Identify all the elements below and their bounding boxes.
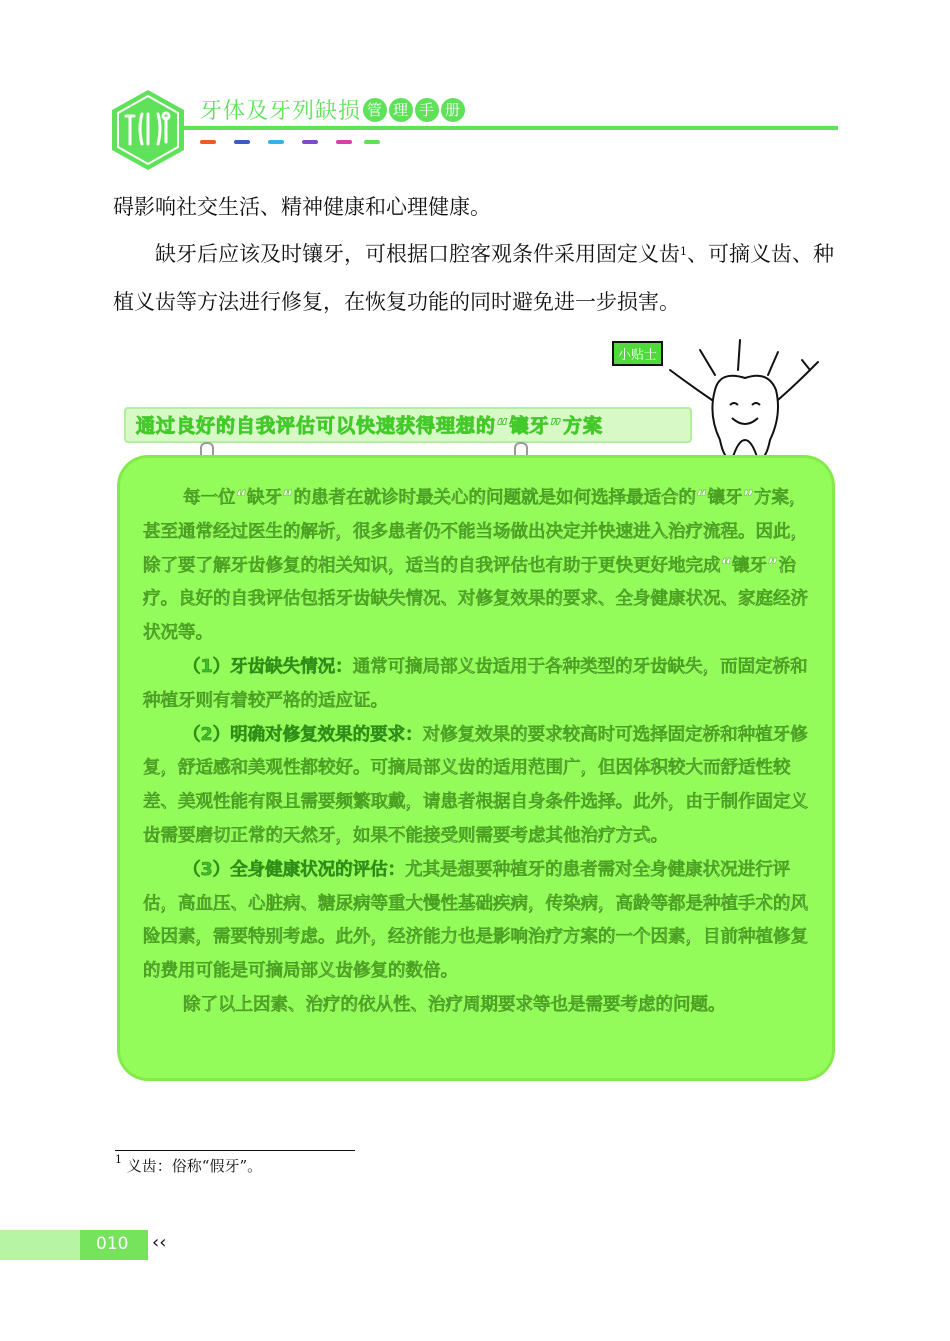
- body-paragraph: [113, 230, 843, 326]
- page-arrow-icon: ‹‹: [152, 1232, 167, 1253]
- page-number: 010: [96, 1234, 129, 1254]
- tip-intro: 每一位“缺牙”的患者在就诊时最关心的问题就是如何选择最适合的“镶牙”方案，甚至通常经过医生的解析，很多患者仍不能当场做出决定并快速进入治疗流程。因此，除了要了解牙齿修复的相关知识，适当的自我评估也有助于更快更好地完成“镶牙”治疗。良好的自我评估包括牙齿缺失情况、对修复效果的要求、全身健康状况、家庭经济状况等。: [143, 488, 808, 644]
- tooth-tools-logo: [108, 88, 188, 172]
- header-dash: [302, 140, 318, 144]
- header-dash: [364, 140, 380, 144]
- header-circle-char: 理: [389, 98, 413, 122]
- body-paragraph: 碍影响社交生活、精神健康和心理健康。: [113, 195, 491, 219]
- header-title: [200, 94, 465, 125]
- header-circle-char: 册: [441, 98, 465, 122]
- tip-item: [143, 854, 811, 989]
- header-dash: [234, 140, 250, 144]
- footnote-text: 义齿：俗称“假牙”。: [126, 1157, 263, 1175]
- footnote-rule: [115, 1150, 355, 1151]
- tip-card-body: [143, 482, 811, 1023]
- body-text: 、可摘义齿、种植义齿等方法进行修复，在恢复功能的同时避免进一步损害。: [113, 242, 834, 314]
- header-rule: [182, 126, 838, 130]
- tip-label: 小贴士: [612, 341, 663, 366]
- tip-banner-text: 通过良好的自我评估可以快速获得理想的“镶牙”方案: [136, 415, 603, 437]
- header-circle-char: 手: [415, 98, 439, 122]
- header-circle-char: 管: [363, 98, 387, 122]
- footnote-ref: 1: [680, 245, 687, 258]
- tip-item: [143, 719, 811, 854]
- footnote: [115, 1155, 262, 1176]
- header-dash: [200, 140, 216, 144]
- body-text: 缺牙后应该及时镶牙，可根据口腔客观条件采用固定义齿: [155, 242, 680, 266]
- header-title-main: 牙体及牙列缺损: [200, 99, 362, 124]
- tip-banner: [124, 407, 692, 443]
- tip-item-heading: （2）明确对修复效果的要求：: [183, 724, 423, 745]
- header-dash: [336, 140, 352, 144]
- tip-item-text: 通常可摘局部义齿适用于各种类型的牙齿缺失，而固定桥和种植牙则有着较严格的适应证。: [143, 656, 808, 711]
- tip-item-text: 尤其是想要种植牙的患者需对全身健康状况进行评估，高血压、心脏病、糖尿病等重大慢性基础疾病，传染病，高龄等都是种植手术的风险因素，需要特别考虑。此外，经济能力也是影响治疗方案的一个因素，目前种植修复的费用可能是可摘局部义齿修复的数倍。: [143, 859, 808, 982]
- tip-item: [143, 651, 811, 719]
- tip-item-heading: （1）牙齿缺失情况：: [183, 656, 353, 677]
- tip-item-heading: （3）全身健康状况的评估：: [183, 859, 406, 880]
- tip-item-text: 对修复效果的要求较高时可选择固定桥和种植牙修复，舒适感和美观性都较好。可摘局部义齿的适用范围广，但因体积较大而舒适性较差、美观性能有限且需要频繁取戴，请患者根据自身条件选择。此外，由于制作固定义齿需要磨切正常的天然牙，如果不能接受则需要考虑其他治疗方式。: [143, 724, 808, 846]
- footnote-mark: 1: [115, 1153, 122, 1166]
- tooth-mascot-icon: [660, 330, 830, 470]
- header-dash: [268, 140, 284, 144]
- page-band-light: [0, 1230, 80, 1260]
- tip-closing: 除了以上因素、治疗的依从性、治疗周期要求等也是需要考虑的问题。: [183, 994, 726, 1015]
